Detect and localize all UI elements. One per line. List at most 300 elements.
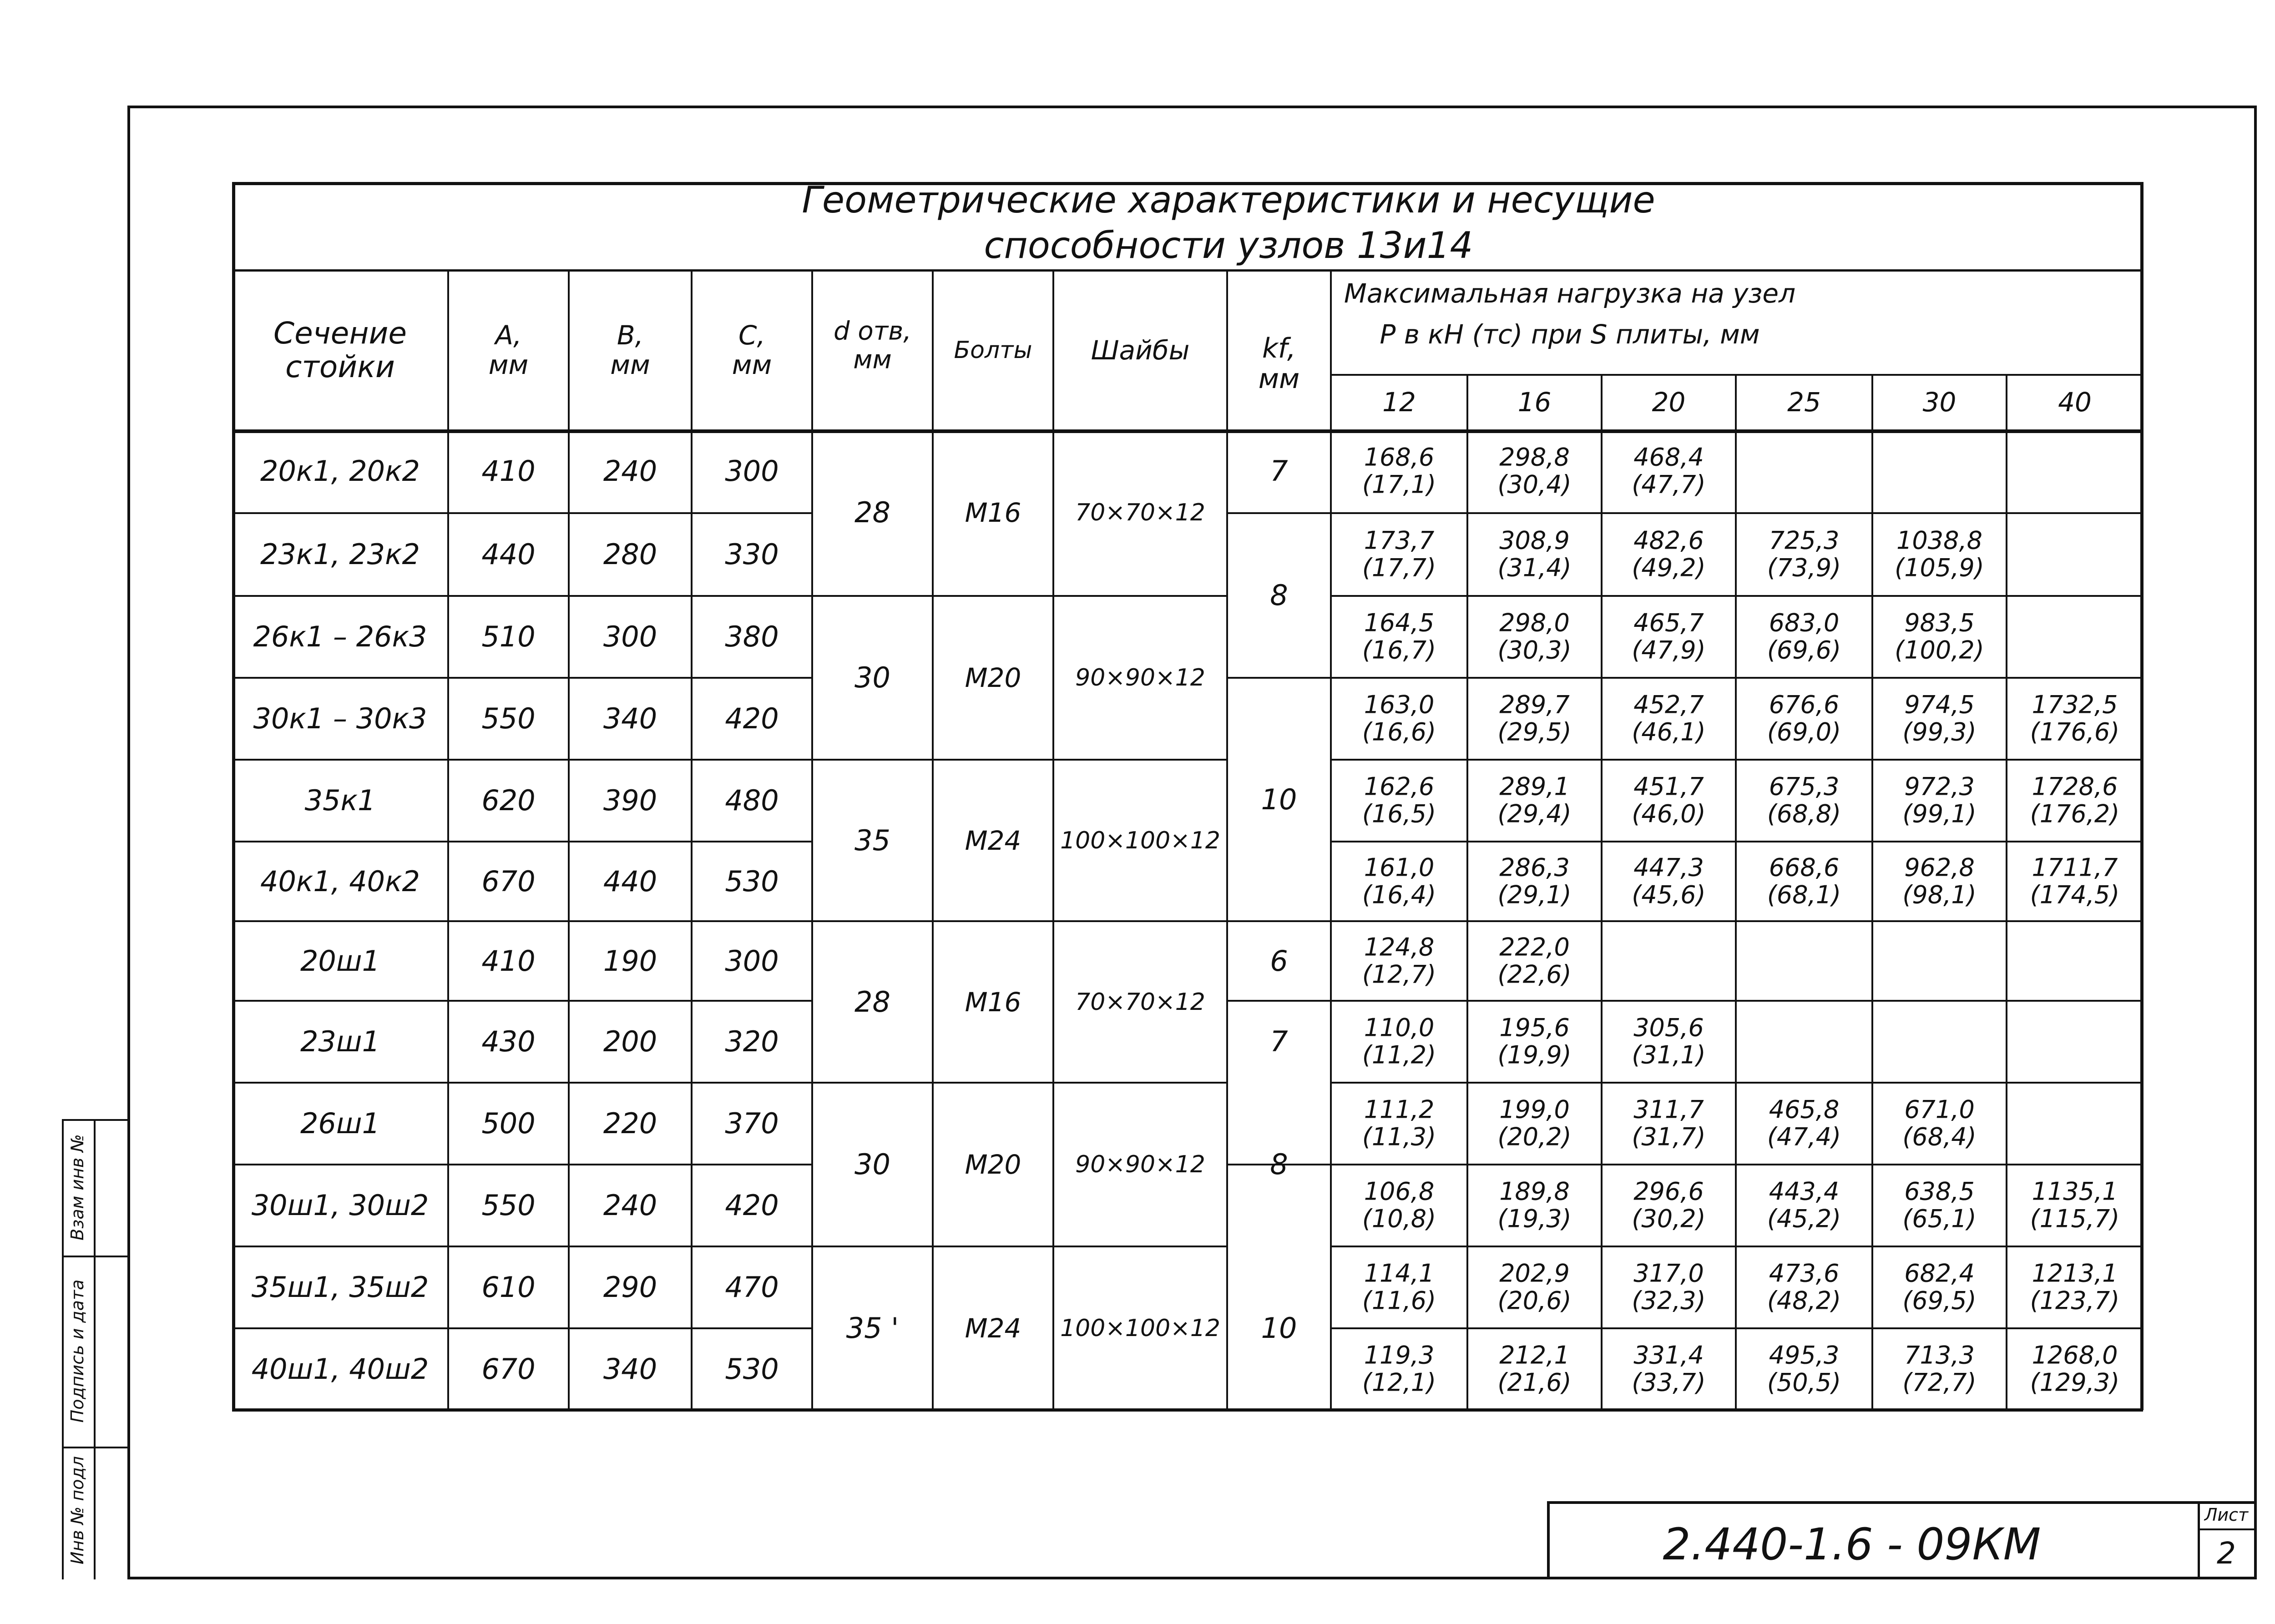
load-cell-line1: 725,3: [1769, 526, 1840, 555]
row-line: [1331, 1082, 2143, 1084]
group-bolts: М16: [965, 986, 1021, 1018]
row-section: 35к1: [304, 784, 376, 817]
load-cell-line2: (12,1): [1362, 1368, 1436, 1397]
load-cell-line2: (47,4): [1767, 1123, 1841, 1151]
table-title-line1: Геометрические характеристики и несущие: [802, 179, 1655, 221]
header-c-line2: мм: [732, 349, 772, 380]
row-line: [1331, 1327, 2143, 1329]
load-cell-line2: (16,7): [1362, 636, 1436, 665]
load-cell-line2: (31,4): [1497, 554, 1572, 582]
title-separator: [232, 269, 2143, 272]
load-cell-line1: 164,5: [1364, 608, 1435, 637]
load-cell-line1: 124,8: [1364, 933, 1435, 962]
load-cell-line2: (69,6): [1767, 636, 1841, 665]
titleblock-left: [1547, 1501, 1550, 1579]
header-max-load-line2: Р в кН (тс) при S плиты, мм: [1380, 319, 1760, 350]
load-cell: [1632, 444, 1705, 499]
stamp-signature-date: Подпись и дата: [67, 1279, 87, 1423]
load-cell-line2: (30,3): [1497, 636, 1572, 665]
group-d: 35: [854, 823, 890, 857]
stamp-replacement: Взам инв №: [67, 1134, 87, 1241]
thickness-25: 25: [1787, 387, 1821, 418]
row-b: 220: [603, 1107, 657, 1140]
row-a: 670: [481, 1352, 536, 1386]
thickness-16: 16: [1517, 387, 1552, 418]
load-cell-line2: (19,3): [1497, 1205, 1572, 1233]
group-bolts: М24: [965, 825, 1021, 856]
row-line: [1227, 677, 1331, 679]
group-washers: 90×90×12: [1075, 664, 1205, 691]
load-cell: [1362, 933, 1436, 989]
load-cell: [1362, 691, 1436, 746]
row-line: [232, 1000, 812, 1002]
load-cell-line2: (68,4): [1902, 1123, 1977, 1151]
row-a: 550: [481, 702, 536, 735]
load-cell-line1: 189,8: [1499, 1177, 1570, 1206]
load-cell: [1497, 1178, 1571, 1233]
load-cell: [1632, 1342, 1705, 1397]
load-cell-line2: (123,7): [2030, 1286, 2120, 1315]
load-cell: [1767, 1096, 1841, 1151]
load-cell: [1362, 527, 1436, 582]
row-line: [812, 595, 1227, 597]
load-cell: [1632, 773, 1705, 828]
header-subline: [1331, 374, 2143, 376]
stamp-left: [62, 1119, 64, 1579]
load-cell-line2: (31,1): [1632, 1041, 1706, 1069]
frame-bottom: [127, 1577, 2257, 1579]
row-section: 35ш1, 35ш2: [251, 1271, 429, 1304]
load-cell-line2: (99,1): [1902, 800, 1977, 828]
load-cell: [2030, 691, 2120, 746]
row-line: [232, 1327, 812, 1329]
load-cell-line1: 114,1: [1364, 1259, 1435, 1288]
row-b: 240: [603, 1189, 657, 1222]
header-b: [610, 321, 650, 380]
row-a: 620: [481, 784, 536, 817]
header-d-line2: мм: [853, 345, 892, 374]
load-cell: [1632, 610, 1705, 665]
thickness-40: 40: [2058, 387, 2092, 418]
load-cell-line1: 331,4: [1633, 1341, 1704, 1370]
row-b: 390: [603, 784, 657, 817]
load-cell-line1: 161,0: [1364, 853, 1435, 882]
load-cell-line2: (65,1): [1902, 1205, 1977, 1233]
row-b: 340: [603, 702, 657, 735]
header-section-line1: Сечение: [273, 316, 407, 351]
load-cell-line2: (33,7): [1632, 1368, 1706, 1397]
load-cell-line2: (21,6): [1497, 1368, 1572, 1397]
load-cell: [1632, 1096, 1705, 1151]
load-cell: [1767, 773, 1841, 828]
load-cell-line2: (69,5): [1902, 1286, 1977, 1315]
load-cell-line1: 682,4: [1904, 1259, 1975, 1288]
row-b: 240: [603, 454, 657, 488]
stamp-div1: [62, 1256, 130, 1257]
sheet-label: Лист: [2204, 1505, 2249, 1525]
column-line: [1735, 374, 1737, 1410]
row-line: [232, 1246, 812, 1247]
load-cell: [1497, 1260, 1571, 1315]
row-line: [232, 841, 812, 842]
row-line: [1331, 512, 2143, 514]
row-section: 30к1 – 30к3: [253, 702, 427, 735]
row-c: 530: [725, 1352, 779, 1386]
load-cell: [1497, 1342, 1571, 1397]
row-section: 23к1, 23к2: [260, 538, 420, 571]
load-cell-line1: 495,3: [1769, 1341, 1840, 1370]
row-c: 320: [725, 1025, 779, 1058]
load-cell-line1: 983,5: [1904, 608, 1975, 637]
column-line: [1226, 269, 1228, 1410]
load-cell-line2: (72,7): [1902, 1368, 1977, 1397]
header-kf-line2: мм: [1258, 363, 1300, 395]
load-cell-line1: 111,2: [1364, 1095, 1435, 1124]
row-line: [1227, 920, 1331, 922]
header-max-load-line1: Максимальная нагрузка на узел: [1344, 278, 1796, 309]
load-cell-line1: 308,9: [1499, 526, 1570, 555]
group-bolts: М20: [965, 662, 1021, 693]
row-b: 290: [603, 1271, 657, 1304]
load-cell-line1: 212,1: [1499, 1341, 1570, 1370]
header-a-line1: А,: [495, 320, 522, 351]
load-cell-line1: 1711,7: [2032, 853, 2118, 882]
load-cell: [1497, 773, 1571, 828]
row-b: 200: [603, 1025, 657, 1058]
load-cell: [1767, 610, 1841, 665]
titleblock-sheet-divider: [2198, 1501, 2200, 1579]
load-cell-line1: 1268,0: [2032, 1341, 2118, 1370]
load-cell: [1895, 610, 1984, 665]
group-bolts: М24: [965, 1313, 1021, 1344]
load-cell-line1: 202,9: [1499, 1259, 1570, 1288]
load-cell-line2: (17,1): [1362, 470, 1436, 499]
load-cell-line2: (45,2): [1767, 1205, 1841, 1233]
thickness-30: 30: [1922, 387, 1956, 418]
table-right: [2140, 182, 2144, 1410]
column-line: [568, 269, 570, 1410]
load-cell: [1362, 1096, 1436, 1151]
group-bolts: М20: [965, 1149, 1021, 1180]
row-a: 500: [481, 1107, 536, 1140]
stamp-div2: [62, 1447, 130, 1448]
load-cell-line2: (20,2): [1497, 1123, 1572, 1151]
load-cell: [1632, 1260, 1705, 1315]
header-a: [489, 321, 529, 380]
row-c: 370: [725, 1107, 779, 1140]
group-d: 35 ': [846, 1311, 899, 1345]
load-cell-line2: (47,7): [1632, 470, 1706, 499]
row-line: [1331, 841, 2143, 842]
group-d: 30: [854, 1148, 890, 1181]
load-cell-line1: 465,7: [1633, 608, 1704, 637]
load-cell-line2: (29,4): [1497, 800, 1572, 828]
row-c: 300: [725, 454, 779, 488]
row-line: [812, 920, 1227, 922]
row-line: [1331, 920, 2143, 922]
load-cell: [1902, 773, 1976, 828]
row-a: 410: [481, 454, 536, 488]
row-line: [812, 759, 1227, 761]
row-c: 480: [725, 784, 779, 817]
header-a-line2: мм: [488, 349, 529, 380]
load-cell-line1: 668,6: [1769, 853, 1840, 882]
row-c: 470: [725, 1271, 779, 1304]
table-bottom: [232, 1408, 2143, 1412]
header-c-line1: С,: [738, 320, 765, 351]
header-d-line1: d отв,: [833, 316, 912, 346]
load-cell: [1362, 854, 1436, 909]
header-washers: Шайбы: [1091, 335, 1190, 366]
row-section: 23ш1: [300, 1025, 380, 1058]
load-cell-line1: 173,7: [1364, 526, 1435, 555]
load-cell: [1902, 691, 1976, 746]
load-cell: [1632, 527, 1705, 582]
load-cell-line1: 443,4: [1769, 1177, 1840, 1206]
header-bottom: [232, 429, 2143, 433]
thickness-12: 12: [1382, 387, 1416, 418]
load-cell-line2: (69,0): [1767, 718, 1841, 746]
header-kf: [1259, 333, 1300, 394]
row-c: 330: [725, 538, 779, 571]
load-cell: [1497, 854, 1571, 909]
row-line: [232, 1164, 812, 1165]
load-cell-line1: 1213,1: [2032, 1259, 2118, 1288]
load-cell-line1: 451,7: [1633, 772, 1704, 801]
row-line: [1331, 1000, 2143, 1002]
group-washers: 90×90×12: [1075, 1151, 1205, 1178]
load-cell-line1: 676,6: [1769, 690, 1840, 719]
load-cell-line1: 168,6: [1364, 443, 1435, 472]
load-cell-line1: 195,6: [1499, 1013, 1570, 1042]
load-cell-line1: 473,6: [1769, 1259, 1840, 1288]
load-cell-line2: (31,7): [1632, 1123, 1706, 1151]
load-cell: [1895, 527, 1984, 582]
load-cell-line2: (11,2): [1362, 1041, 1436, 1069]
frame-top: [127, 106, 2257, 108]
load-cell-line2: (176,2): [2030, 800, 2120, 828]
load-cell-line1: 110,0: [1364, 1013, 1435, 1042]
load-cell-line2: (16,4): [1362, 880, 1436, 909]
load-cell: [1497, 1014, 1571, 1069]
load-cell-line1: 1728,6: [2032, 772, 2118, 801]
load-cell-line1: 638,5: [1904, 1177, 1975, 1206]
row-a: 510: [481, 620, 536, 653]
load-cell: [1497, 691, 1571, 746]
load-cell: [1362, 1014, 1436, 1069]
load-cell-line2: (50,5): [1767, 1368, 1841, 1397]
load-cell-line1: 713,3: [1904, 1341, 1975, 1370]
load-cell-line2: (129,3): [2030, 1368, 2120, 1397]
load-cell-line2: (47,9): [1632, 636, 1706, 665]
thickness-20: 20: [1652, 387, 1686, 418]
load-cell-line2: (100,2): [1895, 636, 1984, 665]
row-b: 440: [603, 864, 657, 898]
load-cell-line2: (176,6): [2030, 718, 2120, 746]
load-cell: [1767, 691, 1841, 746]
load-cell: [1767, 1342, 1841, 1397]
header-section: [273, 317, 407, 384]
row-a: 550: [481, 1189, 536, 1222]
row-section: 40к1, 40к2: [260, 864, 420, 898]
load-cell: [1767, 527, 1841, 582]
row-c: 380: [725, 620, 779, 653]
load-cell-line1: 1038,8: [1896, 526, 1982, 555]
load-cell-line1: 671,0: [1904, 1095, 1975, 1124]
group-washers: 70×70×12: [1075, 988, 1205, 1016]
load-cell-line2: (10,8): [1362, 1205, 1436, 1233]
kf-value: 6: [1270, 944, 1288, 978]
load-cell-line1: 298,8: [1499, 443, 1570, 472]
load-cell: [2030, 1342, 2120, 1397]
load-cell-line1: 1135,1: [2032, 1177, 2118, 1206]
load-cell: [2030, 1178, 2120, 1233]
row-line: [1227, 512, 1331, 514]
row-line: [232, 759, 812, 761]
group-washers: 100×100×12: [1060, 827, 1220, 854]
load-cell: [1632, 854, 1705, 909]
column-line: [1601, 374, 1603, 1410]
header-b-line2: мм: [610, 349, 650, 380]
load-cell: [1362, 444, 1436, 499]
column-line: [447, 269, 449, 1410]
frame-right: [2254, 106, 2257, 1579]
load-cell-line2: (17,7): [1362, 554, 1436, 582]
drawing-code: 2.440-1.6 - 09КМ: [1663, 1519, 2041, 1570]
load-cell: [1362, 1178, 1436, 1233]
load-cell-line2: (46,1): [1632, 718, 1706, 746]
kf-value: 8: [1270, 579, 1288, 612]
row-b: 300: [603, 620, 657, 653]
load-cell: [1362, 773, 1436, 828]
load-cell-line1: 305,6: [1633, 1013, 1704, 1042]
load-cell: [1497, 527, 1571, 582]
load-cell-line2: (20,6): [1497, 1286, 1572, 1315]
load-cell: [1362, 610, 1436, 665]
sheet-number: 2: [2217, 1536, 2236, 1571]
load-cell: [1902, 1260, 1976, 1315]
row-line: [1331, 595, 2143, 597]
load-cell: [2030, 854, 2120, 909]
load-cell: [1902, 1178, 1976, 1233]
load-cell-line2: (19,9): [1497, 1041, 1572, 1069]
load-cell-line2: (105,9): [1895, 554, 1984, 582]
header-section-line2: стойки: [285, 349, 395, 384]
load-cell: [1767, 1260, 1841, 1315]
row-line: [232, 920, 812, 922]
load-cell-line1: 974,5: [1904, 690, 1975, 719]
load-cell-line1: 289,1: [1499, 772, 1570, 801]
row-a: 440: [481, 538, 536, 571]
load-cell: [1497, 610, 1571, 665]
row-line: [1331, 1164, 2143, 1165]
load-cell-line2: (32,3): [1632, 1286, 1706, 1315]
row-line: [232, 512, 812, 514]
group-d: 28: [854, 985, 890, 1019]
row-line: [232, 1082, 812, 1084]
row-b: 340: [603, 1352, 657, 1386]
kf-value: 10: [1261, 1311, 1297, 1345]
load-cell-line2: (73,9): [1767, 554, 1841, 582]
load-cell: [1902, 1342, 1976, 1397]
load-cell: [1497, 933, 1571, 989]
table-left: [232, 182, 235, 1410]
header-b-line1: В,: [617, 320, 644, 351]
row-line: [812, 1082, 1227, 1084]
row-line: [232, 595, 812, 597]
load-cell: [1362, 1260, 1436, 1315]
load-cell-line1: 683,0: [1769, 608, 1840, 637]
load-cell-line2: (11,6): [1362, 1286, 1436, 1315]
load-cell-line1: 289,7: [1499, 690, 1570, 719]
load-cell-line1: 222,0: [1499, 933, 1570, 962]
group-washers: 100×100×12: [1060, 1315, 1220, 1342]
row-line: [812, 1246, 1227, 1247]
column-line: [811, 269, 813, 1410]
row-a: 410: [481, 944, 536, 978]
load-cell-line1: 311,7: [1633, 1095, 1704, 1124]
load-cell-line1: 199,0: [1499, 1095, 1570, 1124]
load-cell-line2: (48,2): [1767, 1286, 1841, 1315]
row-line: [1227, 1000, 1331, 1002]
row-line: [1331, 759, 2143, 761]
row-c: 530: [725, 864, 779, 898]
load-cell-line2: (45,6): [1632, 880, 1706, 909]
load-cell-line2: (68,8): [1767, 800, 1841, 828]
row-section: 26к1 – 26к3: [253, 620, 427, 653]
stamp-mid: [94, 1119, 96, 1579]
load-cell-line2: (49,2): [1632, 554, 1706, 582]
column-line: [1330, 269, 1332, 1410]
row-b: 280: [603, 538, 657, 571]
row-line: [1331, 677, 2143, 679]
load-cell: [1902, 1096, 1976, 1151]
load-cell-line1: 119,3: [1364, 1341, 1435, 1370]
row-a: 610: [481, 1271, 536, 1304]
load-cell-line2: (29,5): [1497, 718, 1572, 746]
load-cell-line1: 296,6: [1633, 1177, 1704, 1206]
stamp-top: [62, 1119, 130, 1121]
load-cell: [1632, 1014, 1705, 1069]
header-d: [834, 317, 911, 374]
load-cell: [1902, 854, 1976, 909]
kf-value: 8: [1270, 1148, 1288, 1181]
load-cell-line2: (11,3): [1362, 1123, 1436, 1151]
titleblock-sheet-line: [2198, 1528, 2257, 1530]
group-bolts: М16: [965, 497, 1021, 528]
load-cell: [1767, 1178, 1841, 1233]
load-cell-line2: (29,1): [1497, 880, 1572, 909]
load-cell-line2: (16,5): [1362, 800, 1436, 828]
load-cell-line2: (68,1): [1767, 880, 1841, 909]
load-cell-line1: 447,3: [1633, 853, 1704, 882]
kf-value: 7: [1270, 1025, 1288, 1058]
row-c: 420: [725, 702, 779, 735]
load-cell-line2: (12,7): [1362, 960, 1436, 989]
load-cell-line1: 972,3: [1904, 772, 1975, 801]
column-line: [691, 269, 693, 1410]
load-cell-line1: 482,6: [1633, 526, 1704, 555]
load-cell-line1: 452,7: [1633, 690, 1704, 719]
column-line: [2006, 374, 2007, 1410]
load-cell-line1: 465,8: [1769, 1095, 1840, 1124]
load-cell-line1: 468,4: [1633, 443, 1704, 472]
load-cell-line2: (99,3): [1902, 718, 1977, 746]
load-cell-line1: 286,3: [1499, 853, 1570, 882]
load-cell-line1: 162,6: [1364, 772, 1435, 801]
load-cell: [1362, 1342, 1436, 1397]
load-cell-line2: (16,6): [1362, 718, 1436, 746]
